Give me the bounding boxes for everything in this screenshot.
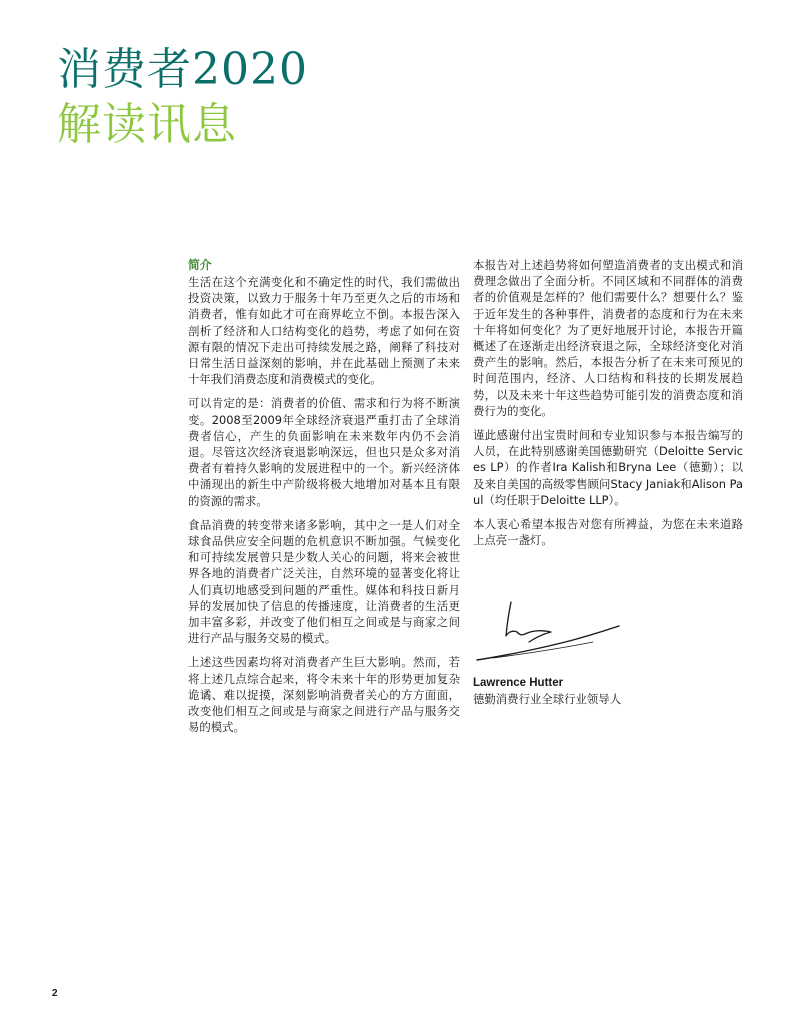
left-paragraph-1: 生活在这个充满变化和不确定性的时代，我们需做出投资决策，以致力于服务十年乃至更久之后的市场和消费者，惟有如此才可在商界屹立不倒。本报告深入剖析了经济和人口结构变化的趋势，考虑了如何在资源有限的情况下走出可持续发展之路，阐释了科技对日常生活日益深刻的影响，并在此基础上预测了未来十年我们消费态度和消费模式的变化。 <box>188 275 460 387</box>
left-paragraph-2: 可以肯定的是：消费者的价值、需求和行为将不断演变。2008至2009年全球经济衰退严重打击了全球消费者信心，产生的负面影响在未来数年内仍不会消退。尽管这次经济衰退影响深远，但也只是众多对消费者有着持久影响的发展进程中的一个。新兴经济体中涌现出的新生中产阶级将极大地增加对基本且有限的资源的需求。 <box>188 396 460 508</box>
page-title: 消费者2020 <box>57 44 308 95</box>
left-column <box>188 257 460 743</box>
signatory-role: 德勤消费行业全球行业领导人 <box>473 691 622 706</box>
left-paragraph-4: 上述这些因素均将对消费者产生巨大影响。然而，若将上述几点综合起来，将令未来十年的形势更加复杂诡谲、难以捉摸，深刻影响消费者关心的方方面面，改变他们相互之间或是与商家之间进行产品与服务交易的模式。 <box>188 655 460 735</box>
signatory-name: Lawrence Hutter <box>473 676 564 689</box>
right-paragraph-3: 本人衷心希望本报告对您有所裨益，为您在未来道路上点亮一盏灯。 <box>473 517 743 548</box>
page-number: 2 <box>52 988 58 999</box>
section-heading-introduction: 简介 <box>188 258 212 272</box>
page-subtitle: 解读讯息 <box>57 99 237 150</box>
right-column <box>473 257 743 707</box>
right-paragraph-1: 本报告对上述趋势将如何塑造消费者的支出模式和消费理念做出了全面分析。不同区域和不同群体的消费者的价值观是怎样的？他们需要什么？想要什么？鉴于近年发生的各种事件，消费者的态度和行为在未来十年将如何变化？为了更好地展开讨论，本报告开篇概述了在逐渐走出经济衰退之际，全球经济变化对消费产生的影响。然后，本报告分析了在未来可预见的时间范围内，经济、人口结构和科技的长期发展趋势，以及未来十年这些趋势可能引发的消费态度和消费行为的变化。 <box>473 258 743 418</box>
left-paragraph-3: 食品消费的转变带来诸多影响，其中之一是人们对全球食品供应安全问题的危机意识不断加强。气候变化和可持续发展曾只是少数人关心的问题，将来会被世界各地的消费者广泛关注，自然环境的显著变化将让人们真切地感受到问题的严重性。媒体和科技日新月异的发展加快了信息的传播速度，让消费者的生活更加丰富多彩，并改变了他们相互之间或是与商家之间进行产品与服务交易的模式。 <box>188 517 460 646</box>
right-paragraph-2: 谨此感谢付出宝贵时间和专业知识参与本报告编写的人员，在此特别感谢美国德勤研究（Deloitte Services LP）的作者Ira Kalish和Bryna Lee（德勤）；以及来自美国的高级零售顾问Stacy Janiak和Alison Paul（均任职于Deloitte LLP）。 <box>473 428 743 507</box>
signature-image <box>473 596 623 666</box>
